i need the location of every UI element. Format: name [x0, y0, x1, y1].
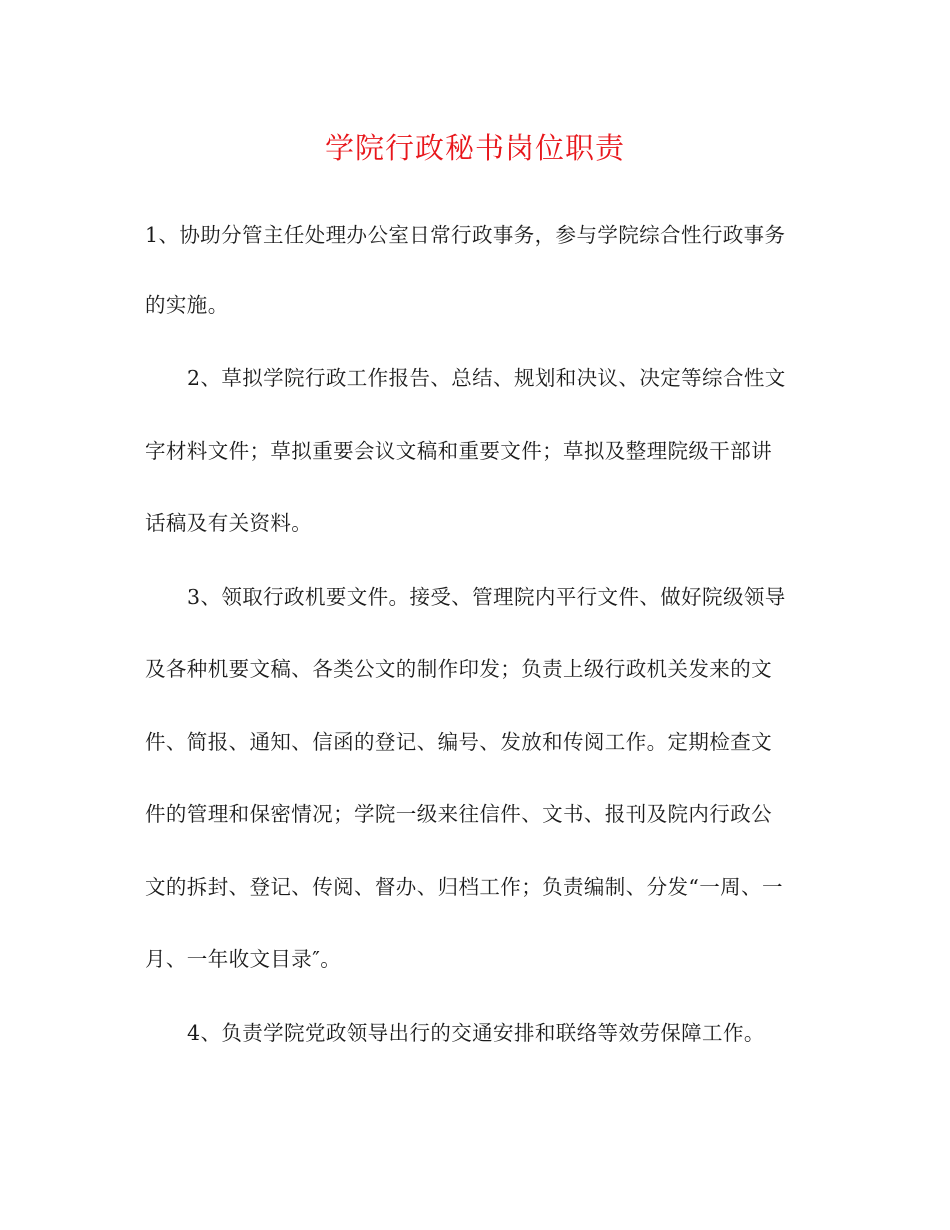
paragraph-2-line-3: 话稿及有关资料。: [145, 511, 313, 535]
paragraph-1-line-1: 1、协助分管主任处理办公室日常行政事务，参与学院综合性行政事务: [145, 223, 786, 247]
paragraph-2-line-1: 2、草拟学院行政工作报告、总结、规划和决议、决定等综合性文: [187, 366, 786, 390]
paragraph-3-line-2: 及各种机要文稿、各类公文的制作印发；负责上级行政机关发来的文: [145, 657, 772, 681]
paragraph-4-line-1: 4、负责学院党政领导出行的交通安排和联络等效劳保障工作。: [187, 1021, 765, 1045]
paragraph-2-line-2: 字材料文件；草拟重要会议文稿和重要文件；草拟及整理院级干部讲: [145, 439, 772, 463]
paragraph-3-line-5: 文的拆封、登记、传阅、督办、归档工作；负责编制、分发“一周、一: [145, 875, 783, 899]
paragraph-1-line-2: 的实施。: [145, 293, 229, 317]
paragraph-3-line-4: 件的管理和保密情况；学院一级来往信件、文书、报刊及院内行政公: [145, 802, 772, 826]
document-title: 学院行政秘书岗位职责: [324, 131, 625, 165]
paragraph-3-line-1: 3、领取行政机要文件。接受、管理院内平行文件、做好院级领导: [187, 585, 786, 609]
paragraph-3-line-3: 件、简报、通知、信函的登记、编号、发放和传阅工作。定期检查文: [145, 730, 772, 754]
paragraph-3-line-6: 月、一年收文目录″。: [145, 947, 342, 971]
